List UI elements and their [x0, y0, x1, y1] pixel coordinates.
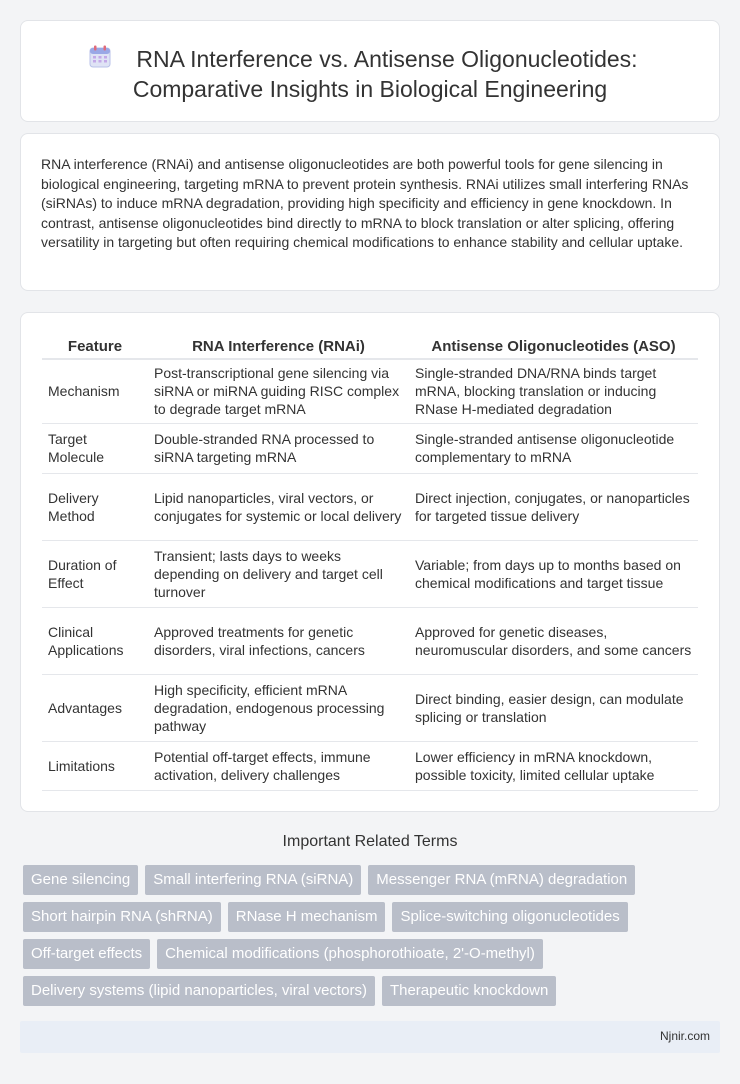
- cell-rnai: Approved treatments for genetic disorders, viral infections, cancers: [148, 607, 409, 674]
- header-rnai: RNA Interference (RNAi): [148, 331, 409, 359]
- cell-feature: Clinical Applications: [42, 607, 148, 674]
- intro-paragraph: RNA interference (RNAi) and antisense oligonucleotides are both powerful tools for gene silencing in biological engineering, targeting mRNA to prevent protein synthesis. RNAi utilizes small interfering RNAs (siRNAs) to induce mRNA degradation, providing high specificity and efficiency in gene knockdown. In contrast, antisense oligonucleotides bind directly to mRNA to block translation or alter splicing, offering versatility in targeting but often requiring chemical modifications to enhance stability and cellular uptake.: [41, 156, 689, 251]
- cell-rnai: Post-transcriptional gene silencing via siRNA or miRNA guiding RISC complex to degrade target mRNA: [148, 359, 409, 423]
- tag-off-target[interactable]: Off-target effects: [23, 939, 150, 969]
- cell-aso: Single-stranded antisense oligonucleotide complementary to mRNA: [409, 423, 698, 473]
- page-title-line-1: RNA Interference vs. Antisense Oligonucleotides:: [136, 46, 638, 72]
- tag-row: [23, 939, 703, 969]
- tag-chemical-modifications[interactable]: Chemical modifications (phosphorothioate, 2'-O-methyl): [157, 939, 543, 969]
- cell-rnai: Lipid nanoparticles, viral vectors, or conjugates for systemic or local delivery: [148, 473, 409, 540]
- cell-aso: Approved for genetic diseases, neuromuscular disorders, and some cancers: [409, 607, 698, 674]
- cell-feature: Limitations: [42, 741, 148, 790]
- table-row: [42, 359, 698, 423]
- cell-rnai: Double-stranded RNA processed to siRNA targeting mRNA: [148, 423, 409, 473]
- tag-gene-silencing[interactable]: Gene silencing: [23, 865, 138, 895]
- cell-aso: Single-stranded DNA/RNA binds target mRNA, blocking translation or inducing RNase H-mediated degradation: [409, 359, 698, 423]
- table-header-row: [42, 331, 698, 359]
- table-row: [42, 674, 698, 741]
- comparison-table-card: [20, 312, 720, 812]
- cell-aso: Direct injection, conjugates, or nanoparticles for targeted tissue delivery: [409, 473, 698, 540]
- cell-aso: Direct binding, easier design, can modulate splicing or translation: [409, 674, 698, 741]
- cell-feature: Advantages: [42, 674, 148, 741]
- tag-row: [23, 976, 703, 1006]
- tag-sirna[interactable]: Small interfering RNA (siRNA): [145, 865, 361, 895]
- tag-rnase-h[interactable]: RNase H mechanism: [228, 902, 386, 932]
- related-terms-tags: [23, 865, 703, 1013]
- related-terms-heading: Important Related Terms: [282, 833, 458, 850]
- tag-splice-switching[interactable]: Splice-switching oligonucleotides: [392, 902, 627, 932]
- cell-rnai: High specificity, efficient mRNA degradation, endogenous processing pathway: [148, 674, 409, 741]
- tag-shrna[interactable]: Short hairpin RNA (shRNA): [23, 902, 221, 932]
- tag-therapeutic-knockdown[interactable]: Therapeutic knockdown: [382, 976, 556, 1006]
- tag-mrna-degradation[interactable]: Messenger RNA (mRNA) degradation: [368, 865, 635, 895]
- table-row: [42, 540, 698, 607]
- cell-aso: Variable; from days up to months based on chemical modifications and target tissue: [409, 540, 698, 607]
- comparison-table: [42, 331, 698, 791]
- cell-aso: Lower efficiency in mRNA knockdown, possible toxicity, limited cellular uptake: [409, 741, 698, 790]
- tag-row: [23, 902, 703, 932]
- tag-delivery-systems[interactable]: Delivery systems (lipid nanoparticles, viral vectors): [23, 976, 375, 1006]
- cell-rnai: Transient; lasts days to weeks depending on delivery and target cell turnover: [148, 540, 409, 607]
- table-row: [42, 473, 698, 540]
- cell-rnai: Potential off-target effects, immune activation, delivery challenges: [148, 741, 409, 790]
- header-feature: Feature: [42, 331, 148, 359]
- page-title: [21, 44, 719, 104]
- table-row: [42, 741, 698, 790]
- cell-feature: Duration of Effect: [42, 540, 148, 607]
- intro-card: [20, 133, 720, 291]
- cell-feature: Delivery Method: [42, 473, 148, 540]
- tag-row: [23, 865, 703, 895]
- title-card: [20, 20, 720, 122]
- header-aso: Antisense Oligonucleotides (ASO): [409, 331, 698, 359]
- table-row: [42, 423, 698, 473]
- cell-feature: Target Molecule: [42, 423, 148, 473]
- footer: [20, 1021, 720, 1053]
- table-row: [42, 607, 698, 674]
- page-title-line-2: Comparative Insights in Biological Engineering: [132, 76, 608, 102]
- footer-site[interactable]: Njnir.com: [659, 1029, 710, 1043]
- cell-feature: Mechanism: [42, 359, 148, 423]
